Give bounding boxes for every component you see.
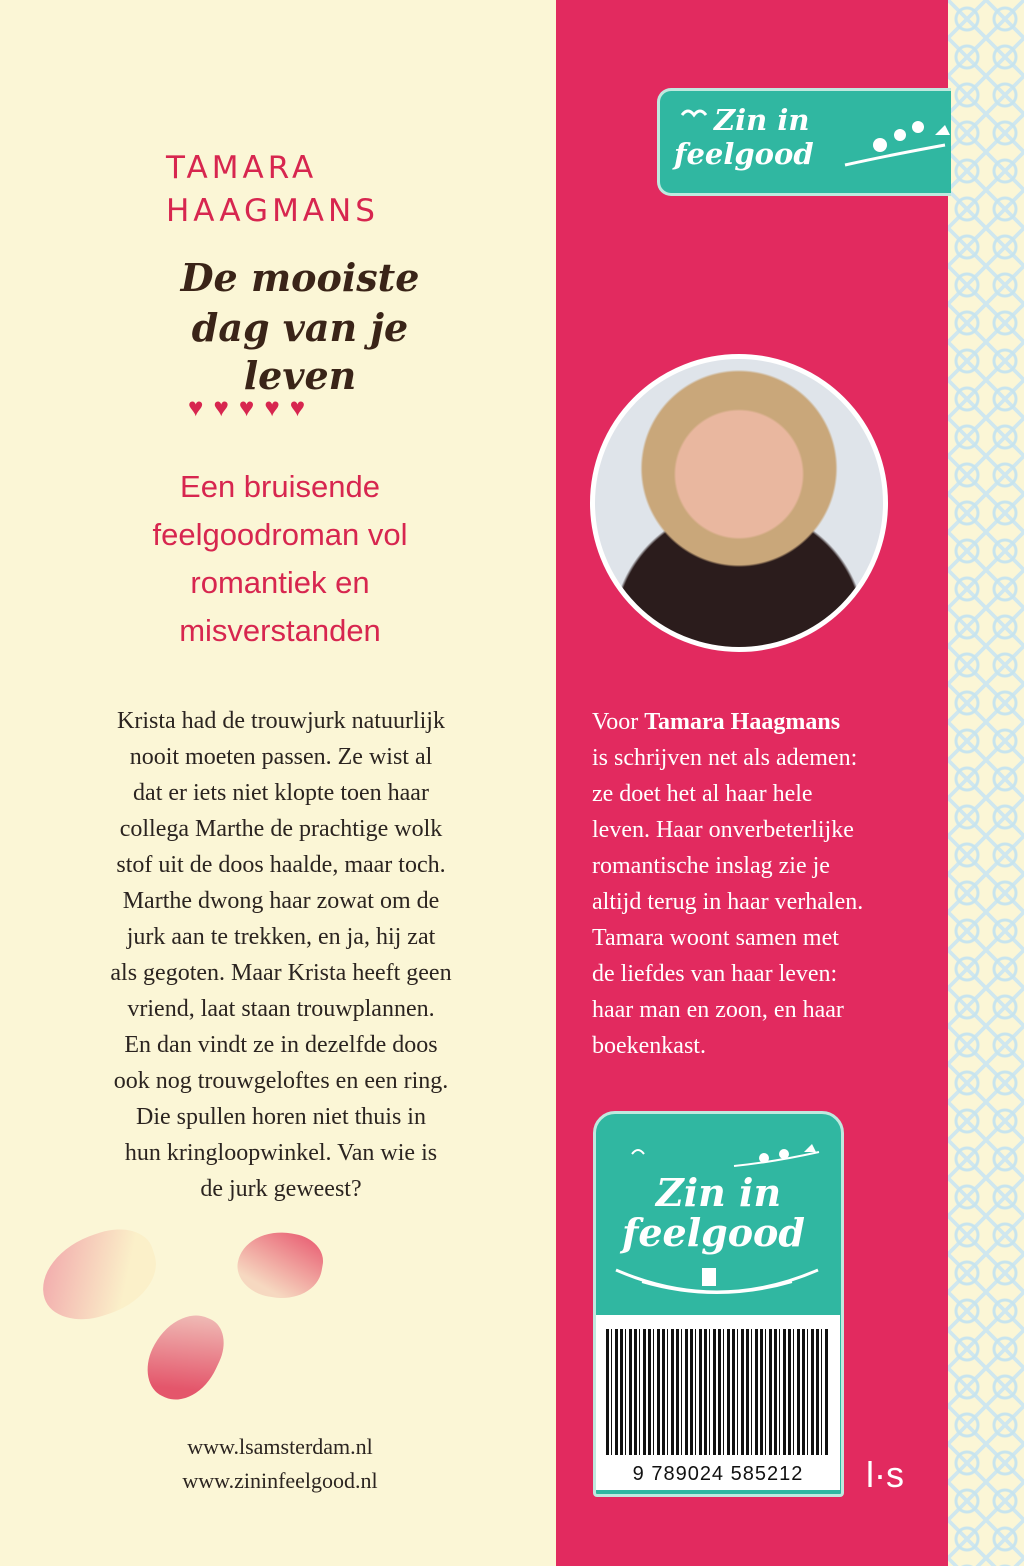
tagline-line: feelgoodroman vol	[152, 517, 408, 552]
website-links	[140, 1430, 420, 1498]
tagline-line: romantiek en	[190, 565, 370, 600]
barcode-bars	[606, 1329, 830, 1455]
blurb-line: als gegoten. Maar Krista heeft geen	[110, 960, 452, 986]
bio-line: haar man en zoon, en haar	[592, 997, 844, 1023]
bio-author-name: Tamara Haagmans	[644, 709, 841, 735]
bio-line: leven. Haar onverbeterlijke	[592, 817, 854, 843]
bio-line: de liefdes van haar leven:	[592, 961, 838, 987]
author-last-name: HAAGMANS	[166, 193, 379, 229]
series-url[interactable]: www.zininfeelgood.nl	[182, 1468, 378, 1493]
blurb-line: Marthe dwong haar zowat om de	[122, 888, 440, 914]
bio-first-line	[592, 704, 912, 740]
author-photo	[590, 354, 888, 652]
tagline-line: Een bruisende	[180, 469, 380, 504]
branch-icon	[840, 105, 950, 185]
publisher-logo: l·s	[866, 1454, 904, 1495]
hearts-icon-row: ♥♥♥♥♥	[188, 392, 316, 422]
blurb-line: stof uit de doos haalde, maar toch.	[116, 852, 446, 878]
book-title-line1: De mooiste	[180, 255, 420, 300]
badge-bottom-line1: Zin in	[656, 1170, 782, 1215]
hammock-icon	[612, 1264, 822, 1314]
bio-line: ze doet het al haar hele	[592, 781, 813, 807]
badge-top-line2: feelgood	[674, 137, 814, 171]
series-badge-top	[657, 88, 951, 196]
book-title-line2: dag van je leven	[191, 305, 409, 398]
blurb-line: nooit moeten passen. Ze wist al	[129, 744, 433, 770]
blurb-line: collega Marthe de prachtige wolk	[119, 816, 443, 842]
blurb-line: jurk aan te trekken, en ja, hij zat	[126, 924, 436, 950]
barcode	[596, 1315, 840, 1490]
bio-prefix: Voor	[592, 709, 645, 735]
bio-line: boekenkast.	[592, 1033, 706, 1059]
blurb-line: dat er iets niet klopte toen haar	[133, 780, 429, 806]
author-first-name: TAMARA	[166, 150, 318, 186]
blurb-line: Die spullen horen niet thuis in	[136, 1104, 426, 1130]
blurb-line: ook nog trouwgeloftes en een ring.	[113, 1068, 449, 1094]
blurb-line: hun kringloopwinkel. Van wie is	[124, 1140, 438, 1166]
decorative-pattern-strip	[948, 0, 1024, 1566]
blurb-line: vriend, laat staan trouwplannen.	[127, 996, 435, 1022]
publisher-url[interactable]: www.lsamsterdam.nl	[187, 1434, 373, 1459]
blurb-line: Krista had de trouwjurk natuurlijk	[117, 708, 445, 734]
badge-top-line1: Zin in	[714, 103, 810, 137]
blurb-line: de jurk geweest?	[200, 1176, 362, 1202]
bio-line: altijd terug in haar verhalen.	[592, 889, 864, 915]
tagline-line: misverstanden	[179, 613, 381, 648]
isbn-number: 9 789024 585212	[632, 1463, 804, 1485]
bird-icon	[680, 105, 708, 123]
author-bio	[592, 704, 912, 1064]
blurb-line: En dan vindt ze in dezelfde doos	[124, 1032, 438, 1058]
bio-line: romantische inslag zie je	[592, 853, 830, 879]
bio-line: is schrijven net als ademen:	[592, 745, 858, 771]
bio-line: Tamara woont samen met	[592, 925, 839, 951]
tagline	[100, 463, 460, 655]
book-blurb	[66, 703, 496, 1207]
badge-bottom-line2: feelgood	[622, 1210, 805, 1255]
